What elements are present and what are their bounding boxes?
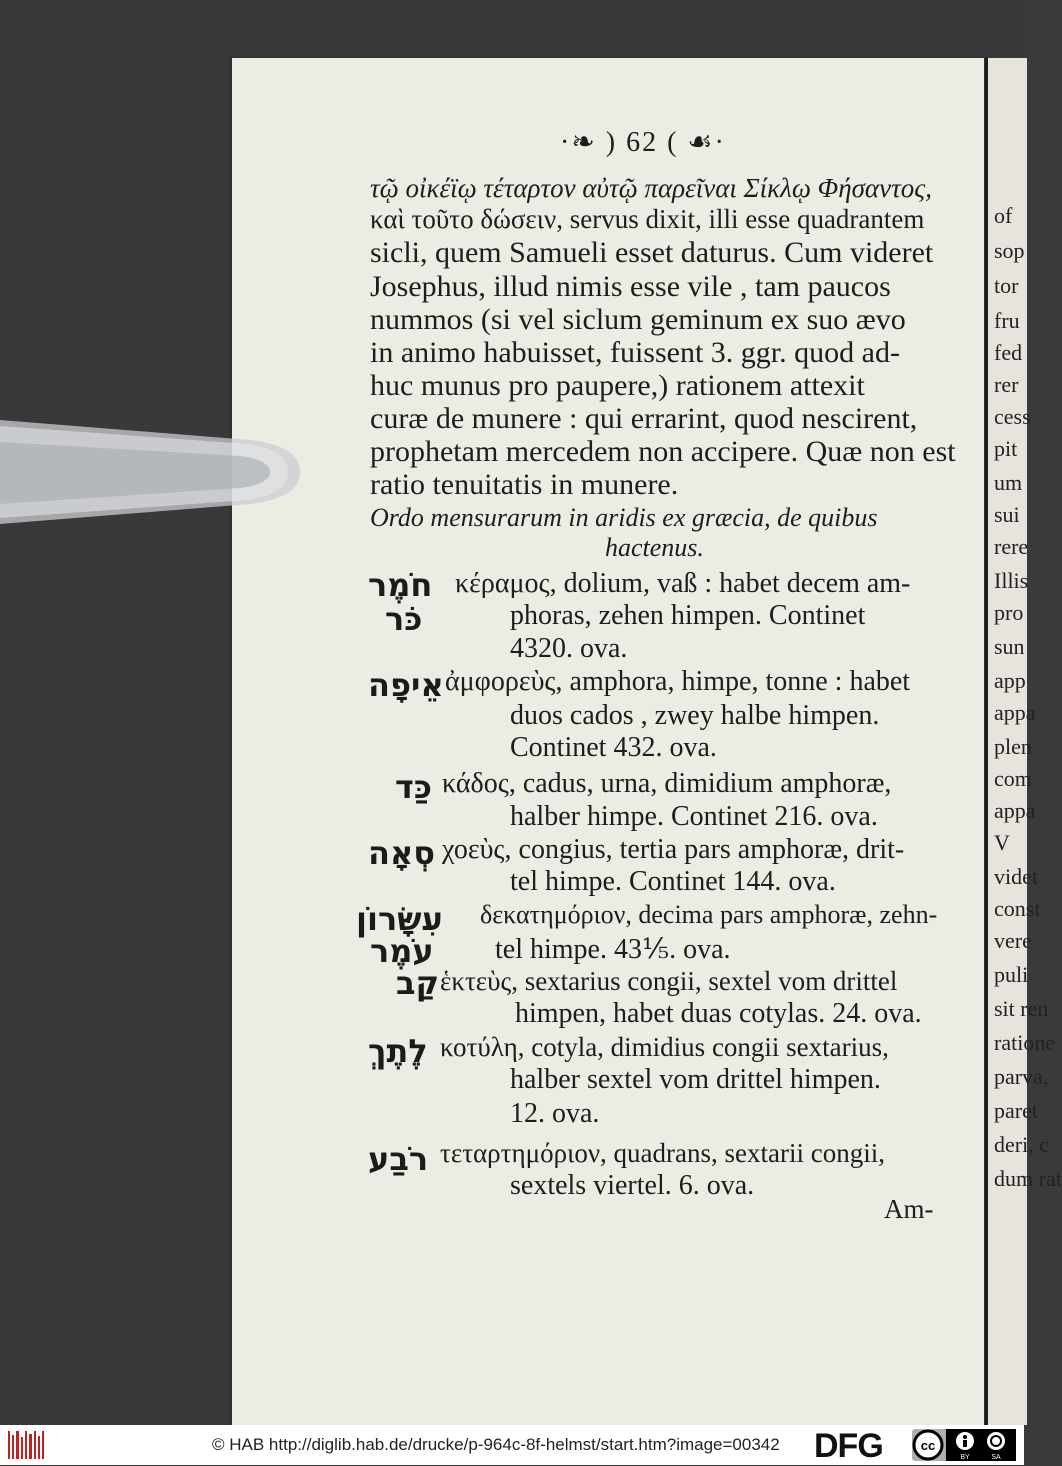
facing-fragment: sui [994, 502, 1020, 527]
entry-line: τεταρτημόριον, quadrans, sextarii congii, [440, 1138, 885, 1168]
facing-fragment: deri, c [994, 1132, 1049, 1157]
body-line: ratio tenuitatis in munere. [370, 468, 679, 501]
barcode-icon [8, 1431, 44, 1459]
facing-fragment: plen [994, 734, 1032, 759]
facing-fragment: fed [994, 340, 1023, 365]
facing-fragment: pit [994, 436, 1018, 461]
entry-line: himpen, habet duas cotylas. 24. ova. [515, 998, 922, 1029]
facing-fragment: sun [994, 634, 1025, 659]
facing-fragment: tor [994, 273, 1019, 298]
facing-page-edge [985, 58, 1062, 1425]
facing-fragment: vere [994, 928, 1032, 953]
svg-text:cc: cc [920, 1438, 936, 1453]
facing-fragment: cess [994, 404, 1031, 429]
entry-line: Continet 432. ova. [510, 732, 717, 763]
hebrew-term: סְאָה [368, 834, 436, 872]
body-line: curæ de munere : qui errarint, quod nescirent, [370, 402, 918, 435]
license-badge[interactable] [912, 1429, 1016, 1461]
facing-fragment: paret [994, 1098, 1038, 1123]
entry-line: phoras, zehen himpen. Continet [510, 600, 866, 631]
facing-fragment: V [994, 830, 1010, 855]
body-line: in animo habuisset, fuissent 3. ggr. quod ad- [370, 336, 900, 369]
page-clip [0, 412, 320, 530]
body-line: sicli, quem Samueli esset daturus. Cum videret [370, 236, 934, 269]
facing-fragment: rer [994, 372, 1019, 397]
facing-fragment: const [994, 896, 1041, 921]
facing-fragment: dum rat [994, 1166, 1062, 1191]
hebrew-term: רֹבַע [368, 1140, 429, 1178]
hebrew-term: עֹמֶר [370, 932, 434, 970]
entry-line: κέραμος, dolium, vaß : habet decem am- [455, 568, 911, 599]
facing-fragment: puli [994, 962, 1029, 987]
hebrew-term: לֶתֶךְ [368, 1032, 428, 1070]
entry-line: δεκατημόριον, decima pars amphoræ, zehn- [480, 900, 938, 929]
dfg-logo: DFG [814, 1427, 883, 1465]
by-label: BY [960, 1454, 970, 1461]
facing-fragment: Illis [994, 568, 1029, 593]
catchword: Am- [884, 1194, 934, 1224]
facing-fragment: fru [994, 308, 1020, 333]
body-line: καὶ τοῦτο δώσειν, servus dixit, illi esse quadrantem [370, 204, 925, 234]
running-head: ·❧ ) 62 ( ☙· [560, 127, 726, 158]
footer-bar [0, 1425, 1024, 1465]
entry-line: ἑκτεὺς, sextarius congii, sextel vom drittel [440, 966, 898, 996]
facing-fragment: rere [994, 534, 1029, 559]
body-line: Josephus, illud nimis esse vile , tam paucos [370, 270, 891, 303]
entry-line: tel himpe. 43⅕. ova. [495, 934, 731, 965]
hebrew-term: כַּד [395, 768, 432, 806]
facing-fragment: appa [994, 700, 1036, 725]
body-line: τῷ οἰκέϊῳ τέταρτον αὐτῷ παρεῖναι Σίκλῳ Φήσαντος, [370, 173, 932, 203]
body-line: prophetam mercedem non accipere. Quæ non est [370, 435, 956, 468]
hebrew-term: קַב [396, 964, 440, 1002]
hebrew-term: עִשָּׂרוֹן [356, 900, 443, 938]
entry-line: duos cados , zwey halbe himpen. [510, 700, 880, 731]
section-title-cont: hactenus. [605, 533, 704, 562]
entry-line: sextels viertel. 6. ova. [510, 1170, 755, 1201]
facing-fragment: um [994, 470, 1023, 495]
facing-fragment: sit ren [994, 996, 1049, 1021]
facing-fragment: parva, [994, 1064, 1049, 1089]
body-line: nummos (si vel siclum geminum ex suo ævo [370, 303, 906, 336]
entry-line: χοεὺς, congius, tertia pars amphoræ, drit- [442, 834, 905, 865]
cc-icon [914, 1431, 942, 1459]
body-line: huc munus pro paupere,) rationem attexit [370, 369, 865, 402]
facing-fragment: app [994, 668, 1026, 693]
facing-fragment: com [994, 766, 1032, 791]
hebrew-term: חֹמֶר [368, 566, 433, 604]
hebrew-term: אֵיפָה [368, 666, 444, 704]
entry-line: halber himpe. Continet 216. ova. [510, 801, 878, 832]
citation-link[interactable]: © HAB http://diglib.hab.de/drucke/p-964c-8f-helmst/start.htm?image=00342 [212, 1435, 780, 1454]
entry-line: 12. ova. [510, 1098, 600, 1129]
entry-line: halber sextel vom drittel himpen. [510, 1064, 881, 1095]
facing-fragment: videt [994, 864, 1038, 889]
facing-fragment: ratione [994, 1030, 1056, 1055]
entry-line: κοτύλη, cotyla, dimidius congii sextarius, [440, 1032, 889, 1062]
entry-line: ἀμφορεὺς, amphora, himpe, tonne : habet [445, 666, 911, 697]
entry-line: tel himpe. Continet 144. ova. [510, 866, 836, 897]
section-title: Ordo mensurarum in aridis ex græcia, de quibus [370, 503, 878, 532]
entry-line: κάδος, cadus, urna, dimidium amphoræ, [442, 768, 892, 799]
facing-fragment: sop [994, 238, 1025, 263]
facing-fragment: appa [994, 798, 1036, 823]
hebrew-term: כֹּר [385, 600, 423, 638]
sa-label: SA [991, 1454, 1001, 1461]
facing-fragment: pro [994, 600, 1024, 625]
entry-line: 4320. ova. [510, 633, 628, 664]
facing-fragment: of [994, 203, 1013, 228]
